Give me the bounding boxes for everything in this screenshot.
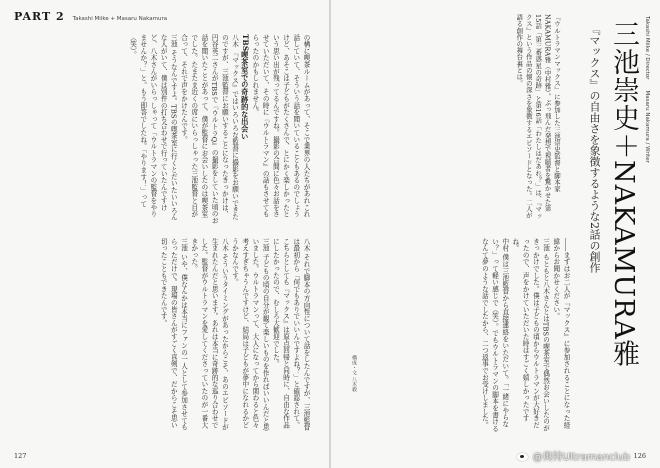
- body-paragraph: 三池 もともと八木さんとはTBSの喫茶室で偶然お会いしたのがきっかけでした。僕は子どもの頃からウルトラマンが大好きだったので、声をかけていただいた時はすごく嬉しかったですね。: [510, 238, 550, 432]
- left-page: [0, 0, 329, 468]
- left-body-text-top: [18, 34, 311, 224]
- body-paragraph: 八木 『マックス』ではいろいろな監督に撮影をお願いできたのですが、三池監督にお願いすることになったきっかけは、円谷英二さんがTBSで『ウルトラQ』の撮影をしていた頃のお話を聞いたことがあって、僕が監督にお会いしたのは喫茶室でした。たまたま近くの席にいらっしゃった三池監督と目が合って、それで声をかけたんです。: [179, 34, 239, 224]
- body-paragraph: 三池 子どもの頃の自分が観て楽しいものを作ればいいんだと思いました。ウルトラマンって、大人になってから関わると色々考えすぎちゃうんですけど、結局は子どもが夢中になれるかどうかなんです。: [230, 238, 270, 431]
- page-number-left: 127: [14, 452, 27, 460]
- running-head: [14, 10, 167, 23]
- section-heading: TBS喫茶室での奇跡的な出会い: [240, 34, 250, 141]
- body-paragraph: ――まずはお二人が『マックス』に参加されることになった経緯からお聞かせください。: [551, 238, 570, 429]
- right-body-text-bottom: [351, 238, 571, 434]
- body-paragraph: の構に喫茶ルームがあって、そこで業界の人たちがあれこれ話していて、そういう話を聞いていることもあるのでしょうけど、あそこは子どもがたくさんで、とにかく楽しかったという思い出が残ってるんですね。撮影の合間に色々お話をさせていただいて、その時に『ウルトラマン』の話もさせてもらったのかもしれません。: [250, 34, 310, 218]
- body-paragraph: 中村 僕は三池監督から直接連絡をいただいて。「一緒にやらない？」って軽い感じで（笑）。でもウルトラマンの脚本を書けるなんて夢のような話でしたから、二つ返事でお受けしました。: [480, 238, 509, 432]
- lead-text: 『ウルトラマンマックス』に参加した三池崇史監督と脚本家NAKAMURA雅（中村雅）。ぶっ飛んだ発想で視聴者を驚かせた第15話「第三番惑星の奇跡」と第16話「わたしはだあれ？」は、『マックス』という作品の懐の深さを象徴するエピソードとなった。二人が語る創作の舞台裏とは。: [515, 14, 561, 220]
- lead-paragraph: [351, 14, 561, 220]
- body-paragraph: 三池 いや、僕なんかは本当にファンの一人として参加させてもらっただけで。現場の皆さんがすごく真剣で、だからこそ思い切ったこともできたんです。: [159, 238, 188, 431]
- watermark-text: @奥特Ultramanclub: [532, 452, 630, 463]
- weibo-icon: [517, 451, 530, 461]
- part-label: PART 2: [14, 10, 65, 23]
- body-paragraph: 八木 そういうタイミングがあったからこそ、あのエピソードが生まれたんだと思います。あれは本当に奇跡的な巡り合わせでした。監督がウルトラマンを愛してくださっていたのが一番大きかった。: [189, 238, 229, 431]
- subtitle: 『マックス』の自由さを象徴するような2話の創作: [588, 24, 601, 273]
- main-title: 三池崇史＋NAKAMURA雅: [608, 20, 639, 368]
- left-body-text-bottom: [18, 238, 311, 434]
- authors-running-head: Takashi Miike + Masaru Nakamura: [72, 16, 168, 22]
- watermark: [517, 448, 630, 463]
- right-page: [331, 0, 660, 468]
- credit-line: 構成・文 八木毅: [351, 355, 357, 392]
- page-number-right: 126: [633, 452, 646, 460]
- body-paragraph: 三池 そうなんですよ。TBSの喫茶室に行くとだいたいいろんな人がいて、僕は別件の打ち合わせで行っていたんですけど、八木さんがいらっしゃって「ウルトラマンの監督をやりませんか？」と。もう即答でしたね。「やります！」って（笑）。: [128, 34, 178, 221]
- body-paragraph: 八木 それで脚本の方向性について話をしたんですが、三池監督は最初から「何でもありでいいんですよね？」と確認されて。こちらとしても『マックス』は原点回帰と同時に、自由な作品にしたかったので、むしろ大歓迎でした。: [271, 238, 310, 431]
- english-names: Takashi Miike / Director Masaru Nakamura / Writer: [644, 16, 650, 163]
